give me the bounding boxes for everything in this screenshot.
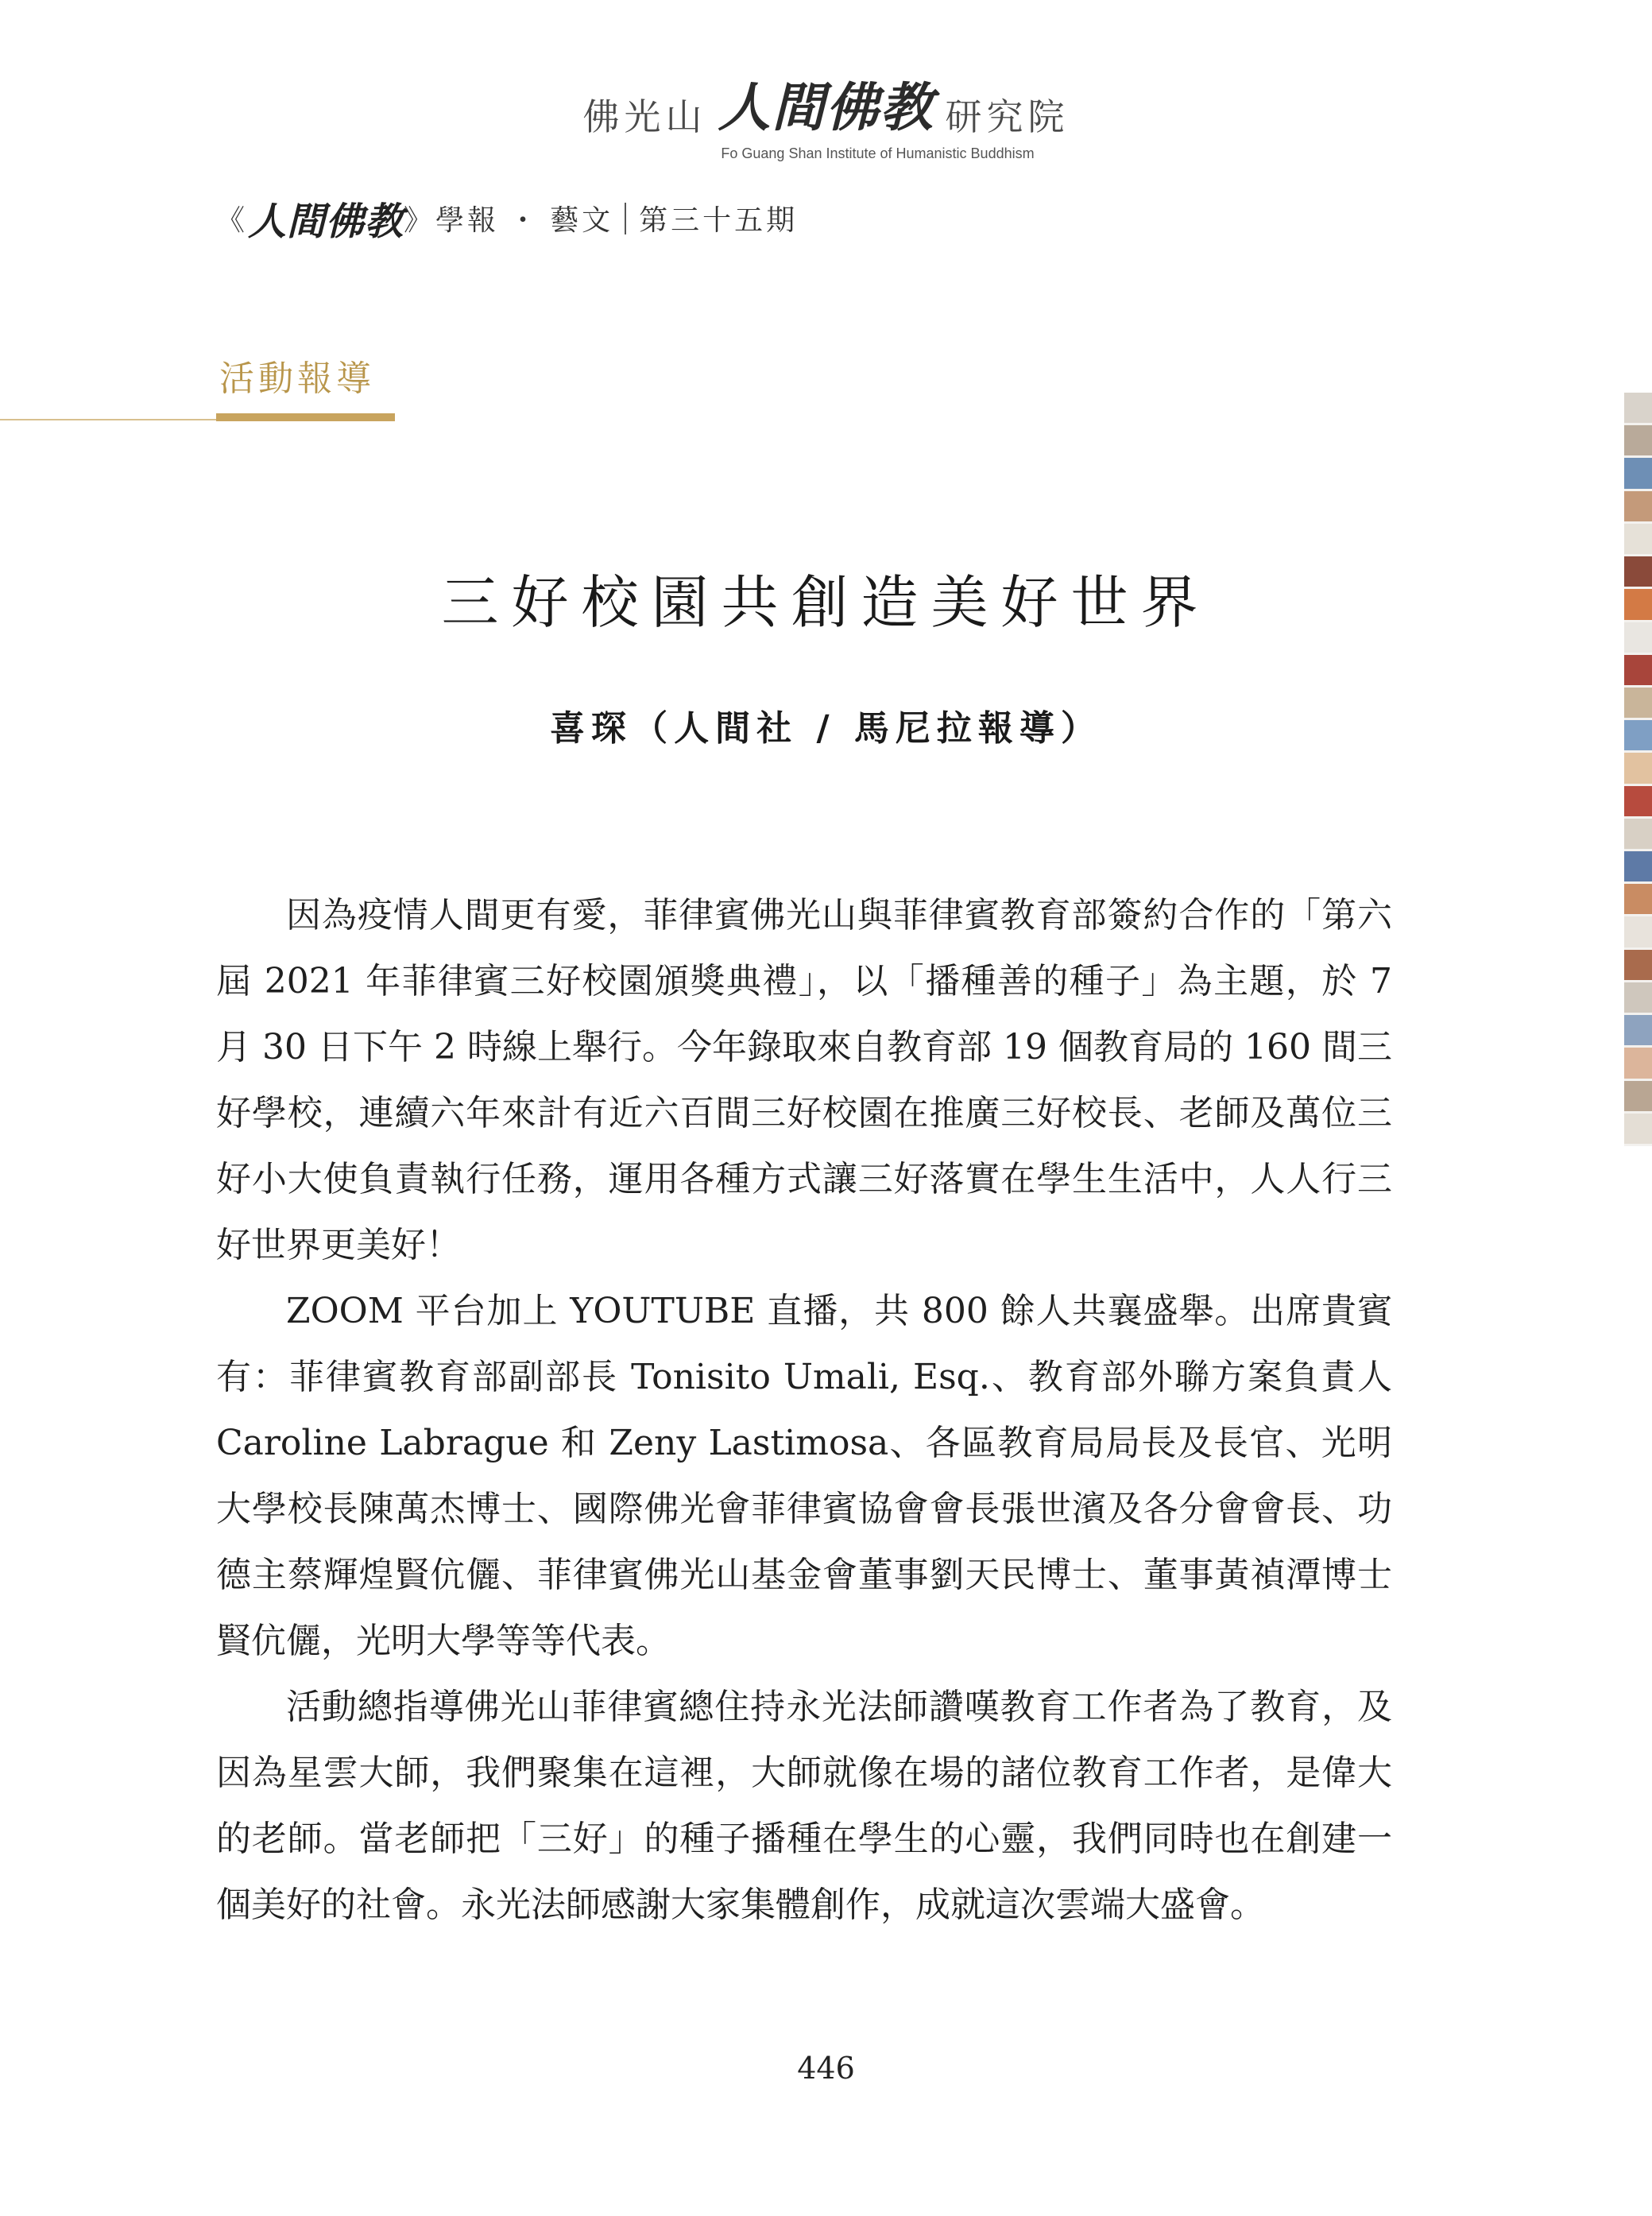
edge-photo-tile <box>1624 916 1652 947</box>
journal-divider <box>625 203 626 234</box>
institute-name-left: 佛光山 <box>582 95 707 138</box>
edge-photo-tile <box>1624 982 1652 1013</box>
section-label: 活動報導 <box>219 358 375 399</box>
journal-brand-calligraphy: 人間佛教 <box>248 200 404 244</box>
edge-photo-tile <box>1624 720 1652 750</box>
article-author: 喜琛（人間社 / 馬尼拉報導） <box>550 708 1102 749</box>
edge-photo-tile <box>1624 819 1652 849</box>
institute-name-right: 研究院 <box>945 95 1070 138</box>
edge-photo-tile <box>1624 851 1652 881</box>
edge-photo-tile <box>1624 1114 1652 1144</box>
edge-photo-tile <box>1624 688 1652 718</box>
page-number: 446 <box>797 2051 855 2086</box>
edge-photo-tile <box>1624 786 1652 816</box>
edge-photo-tile <box>1624 491 1652 521</box>
section-rule-accent <box>216 413 395 421</box>
journal-issue: 第三十五期 <box>639 204 799 237</box>
edge-photo-tile <box>1624 524 1652 554</box>
article-title: 三好校園共創造美好世界 <box>441 569 1211 636</box>
edge-photo-tile <box>1624 753 1652 783</box>
article-paragraph: 活動總指導佛光山菲律賓總住持永光法師讚嘆教育工作者為了教育，及因為星雲大師，我們聚集在這裡，大師就像在場的諸位教育工作者，是偉大的老師。當老師把「三好」的種子播種在學生的心靈，我們同時也在創建一個美好的社會。永光法師感謝大家集體創作，成就這次雲端大盛會。 <box>216 1687 1392 1925</box>
institute-brand-calligraphy: 人間佛教 <box>718 76 934 138</box>
edge-photo-tile <box>1624 884 1652 914</box>
article-body <box>216 882 1392 1938</box>
article-paragraph: ZOOM 平台加上 YOUTUBE 直播，共 800 餘人共襄盛舉。出席貴賓有：菲律賓教育部副部長 Tonisito Umali, Esq.、教育部外聯方案負責人 Caroline Labrague 和 Zeny Lastimosa、各區教育局局長及長官、光明大學校長陳萬杰博士、國際佛光會菲律賓協會會長張世濱及各分會會長、功德主蔡輝煌賢伉儷、菲律賓佛光山基金會董事劉天民博士、董事黃禎潭博士賢伉儷，光明大學等等代表。 <box>216 1291 1392 1661</box>
edge-photo-tile <box>1624 950 1652 980</box>
edge-photo-tile <box>1624 458 1652 488</box>
article-paragraph: 因為疫情人間更有愛，菲律賓佛光山與菲律賓教育部簽約合作的「第六屆 2021 年菲律賓三好校園頒獎典禮」，以「播種善的種子」為主題，於 7 月 30 日下午 2 時線上舉行。今年錄取來自教育部 19 個教育局的 160 間三好學校，連續六年來計有近六百間三好校園在推廣三好校長、老師及萬位三好小大使負責執行任務，運用各種方式讓三好落實在學生生活中，人人行三好世界更美好！ <box>216 895 1392 1265</box>
edge-photo-tile <box>1624 425 1652 455</box>
edge-photo-tile <box>1624 1048 1652 1078</box>
edge-photo-tile <box>1624 1081 1652 1111</box>
edge-photo-tile <box>1624 655 1652 685</box>
journal-section: 藝文 <box>550 204 614 237</box>
institute-header <box>0 65 1652 162</box>
journal-name: 》學報 <box>404 204 500 237</box>
journal-open-quote: 《 <box>216 204 249 237</box>
edge-photo-tile <box>1624 1015 1652 1045</box>
institute-logo <box>583 65 1070 141</box>
edge-photo-strip <box>1624 393 1652 1146</box>
journal-running-head <box>216 191 798 246</box>
edge-photo-tile <box>1624 556 1652 587</box>
edge-photo-tile <box>1624 393 1652 423</box>
edge-photo-tile <box>1624 622 1652 653</box>
edge-photo-tile <box>1624 589 1652 619</box>
journal-dot: ・ <box>509 204 541 237</box>
institute-english-name: Fo Guang Shan Institute of Humanistic Buddhism <box>721 145 1035 161</box>
